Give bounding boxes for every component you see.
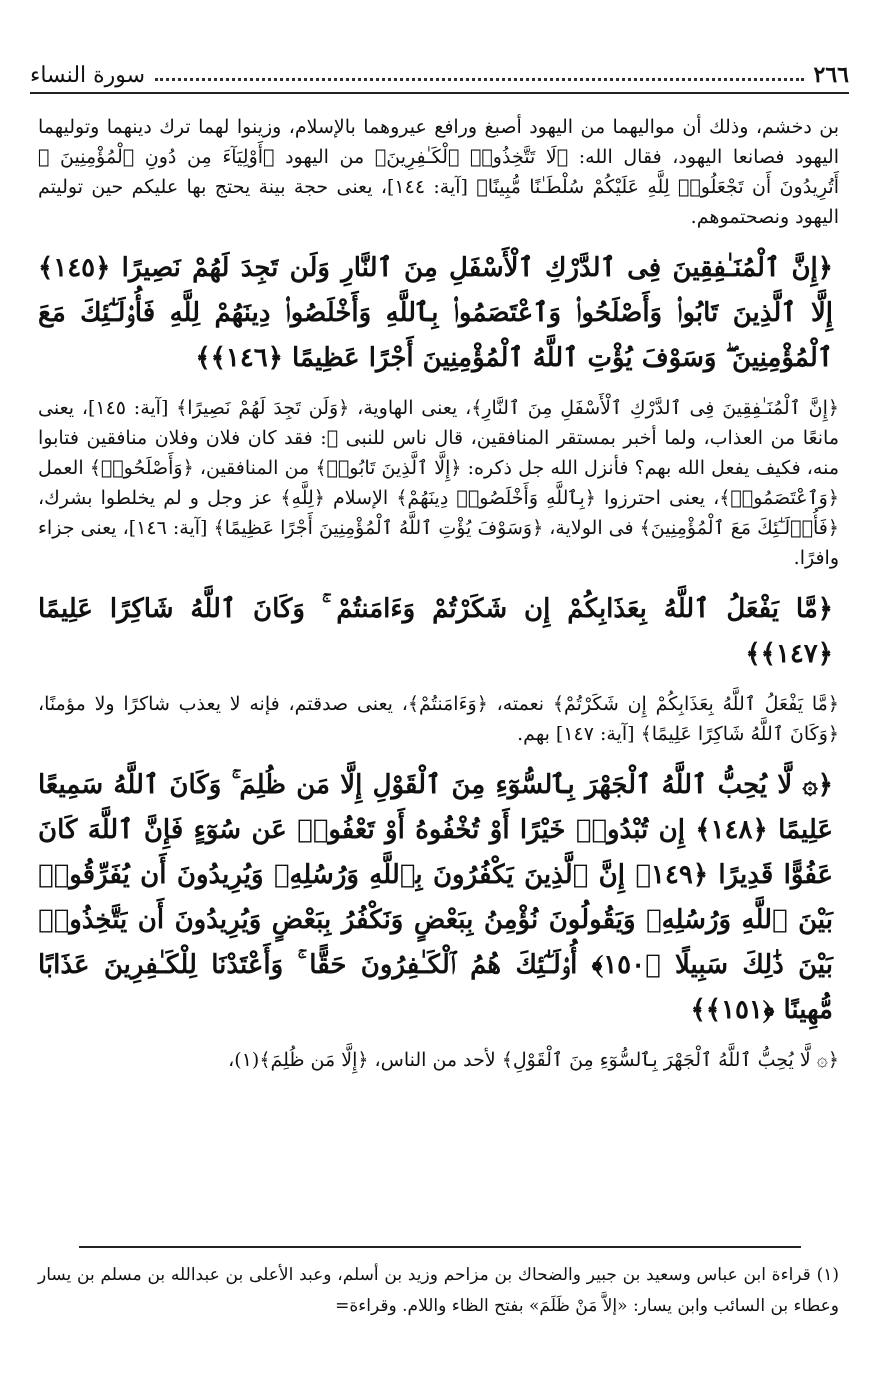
footnote-divider (79, 1246, 801, 1248)
commentary-paragraph: ﴿إِنَّ ٱلْمُنَـٰفِقِينَ فِى ٱلدَّرْكِ ٱلْأَسْفَلِ مِنَ ٱلنَّارِ﴾، يعنى الهاوية، ﴿وَلَن تَجِدَ لَهُمْ نَصِيرًا﴾ [آية: ١٤٥]، يعنى مانعًا من العذاب، ولما أخبر بمستقر المنافقين، قال ناس للنبى ﷺ: فقد كان فلان وفلان منافقين فتابوا منه، فكيف يفعل الله بهم؟ فأنزل الله جل ذكره: ﴿إِلَّا ٱلَّذِينَ تَابُوا۟﴾ من المنافقين، ﴿وَأَصْلَحُوا۟﴾ العمل ﴿وَٱعْتَصَمُوا۟﴾، يعنى احترزوا ﴿بِٱللَّهِ وَأَخْلَصُوا۟ دِينَهُمْ﴾ الإسلام ﴿لِلَّهِ﴾ عز وجل و لم يخلطوا بشرك، ﴿فَأُو۟لَـٰٓئِكَ مَعَ ٱلْمُؤْمِنِينَ﴾ فى الولاية، ﴿وَسَوْفَ يُؤْتِ ٱللَّهُ ٱلْمُؤْمِنِينَ أَجْرًا عَظِيمًا﴾ [آية: ١٤٦]، يعنى جزاء وافرًا. (38, 397, 839, 569)
page-body (38, 112, 839, 1089)
quran-verse-block: ﴿إِنَّ ٱلْمُنَـٰفِقِينَ فِى ٱلدَّرْكِ ٱلْأَسْفَلِ مِنَ ٱلنَّارِ وَلَن تَجِدَ لَهُمْ نَصِيرًا ﴿١٤٥﴾ إِلَّا ٱلَّذِينَ تَابُوا۟ وَأَصْلَحُوا۟ وَٱعْتَصَمُوا۟ بِٱللَّهِ وَأَخْلَصُوا۟ دِينَهُمْ لِلَّهِ فَأُو۟لَـٰٓئِكَ مَعَ ٱلْمُؤْمِنِينَ ۖ وَسَوْفَ يُؤْتِ ٱللَّهُ ٱلْمُؤْمِنِينَ أَجْرًا عَظِيمًا ﴿١٤٦﴾﴾ (38, 253, 833, 373)
footnote: (١) قراءة ابن عباس وسعيد بن جبير والضحاك بن مزاحم وزيد بن أسلم، وعبد الأعلى بن عبدالله بن مسلم بن يسار وعطاء بن السائب وابن يسار: «إلاَّ مَنْ ظَلَمَ» بفتح الظاء واللام. وقراءة= (38, 1265, 839, 1316)
surah-title: سورة النساء (30, 62, 146, 88)
commentary-paragraph: بن دخشم، وذلك أن مواليهما من اليهود أصبغ ورافع عيروهما بالإسلام، وزينوا لهما ترك دينهما وتوليهما اليهود فصانعا اليهود، فقال الله: ﴿لَا تَتَّخِذُوا۟ ٱلْكَـٰفِرِينَ﴾ من اليهود ﴿أَوْلِيَآءَ مِن دُونِ ٱلْمُؤْمِنِينَ ۚ أَتُرِيدُونَ أَن تَجْعَلُوا۟ لِلَّهِ عَلَيْكُمْ سُلْطَـٰنًا مُّبِينًا﴾ [آية: ١٤٤]، يعنى حجة بينة يحتج بها عليكم حين توليتم اليهود ونصحتموهم. (38, 116, 840, 228)
page-header (30, 58, 849, 94)
header-dotted-leader (155, 70, 803, 81)
commentary-paragraph: ﴿مَّا يَفْعَلُ ٱللَّهُ بِعَذَابِكُمْ إِن شَكَرْتُمْ﴾ نعمته، ﴿وَءَامَنتُمْ﴾، يعنى صدقتم، فإنه لا يعذب شاكرًا ولا مؤمنًا، ﴿وَكَانَ ٱللَّهُ شَاكِرًا عَلِيمًا﴾ [آية: ١٤٧] بهم. (38, 693, 839, 745)
footnotes (38, 1260, 839, 1322)
quran-verse-block: ﴿مَّا يَفْعَلُ ٱللَّهُ بِعَذَابِكُمْ إِن شَكَرْتُمْ وَءَامَنتُمْ ۚ وَكَانَ ٱللَّهُ شَاكِرًا عَلِيمًا ﴿١٤٧﴾﴾ (38, 594, 833, 669)
quran-verse-block: ﴿۞ لَّا يُحِبُّ ٱللَّهُ ٱلْجَهْرَ بِٱلسُّوٓءِ مِنَ ٱلْقَوْلِ إِلَّا مَن ظُلِمَ ۚ وَكَانَ ٱللَّهُ سَمِيعًا عَلِيمًا ﴿١٤٨﴾ إِن تُبْدُوا۟ خَيْرًا أَوْ تُخْفُوهُ أَوْ تَعْفُوا۟ عَن سُوٓءٍ فَإِنَّ ٱللَّهَ كَانَ عَفُوًّا قَدِيرًا ﴿١٤٩﴾ إِنَّ ٱلَّذِينَ يَكْفُرُونَ بِٱللَّهِ وَرُسُلِهِۦ وَيُرِيدُونَ أَن يُفَرِّقُوا۟ بَيْنَ ٱللَّهِ وَرُسُلِهِۦ وَيَقُولُونَ نُؤْمِنُ بِبَعْضٍ وَنَكْفُرُ بِبَعْضٍ وَيُرِيدُونَ أَن يَتَّخِذُوا۟ بَيْنَ ذَٰلِكَ سَبِيلًا ﴿١٥٠﴾ أُو۟لَـٰٓئِكَ هُمُ ٱلْكَـٰفِرُونَ حَقًّا ۚ وَأَعْتَدْنَا لِلْكَـٰفِرِينَ عَذَابًا مُّهِينًا ﴿١٥١﴾﴾ (38, 770, 833, 1025)
page-number: ٢٦٦ (813, 62, 849, 88)
commentary-paragraph: ﴿۞ لَّا يُحِبُّ ٱللَّهُ ٱلْجَهْرَ بِٱلسُّوٓءِ مِنَ ٱلْقَوْلِ﴾ لأحد من الناس، ﴿إِلَّا مَن ظُلِمَ﴾(١)، (228, 1049, 839, 1071)
